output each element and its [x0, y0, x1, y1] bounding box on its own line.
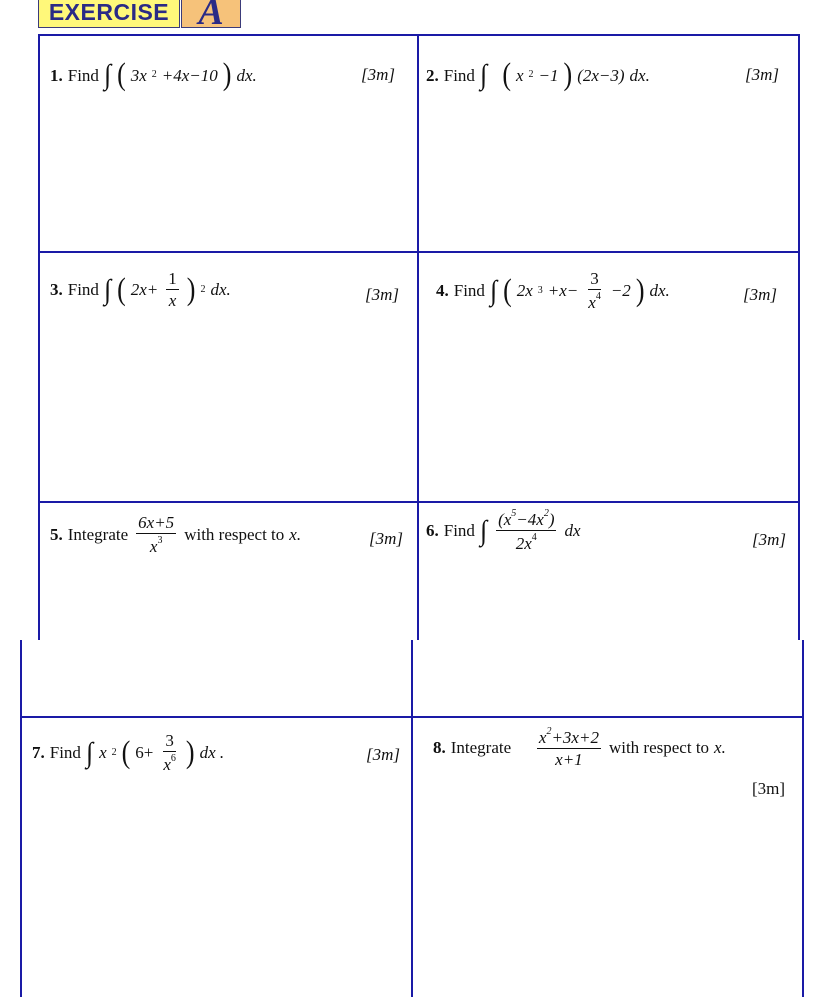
grid-divider — [411, 640, 413, 997]
expression-term: +x− — [547, 281, 579, 300]
integral-sign: ∫ — [103, 273, 112, 305]
question-number: 8. — [433, 738, 446, 757]
integral-sign: ∫ — [479, 514, 488, 546]
question-suffix: with respect to — [608, 738, 710, 757]
question-verb: Find — [49, 743, 81, 762]
grid-divider — [417, 34, 419, 640]
marks-label: [3m] — [743, 285, 778, 304]
question-verb: Integrate — [67, 525, 129, 544]
expression-term: 3x — [130, 65, 147, 85]
question-number: 6. — [426, 521, 439, 540]
grid-divider — [38, 251, 800, 253]
fraction: $\frac{3}{x^4}$ — [588, 269, 601, 312]
question-suffix: with respect to — [184, 525, 285, 544]
question-verb: Find — [443, 65, 475, 85]
question-number: 5. — [50, 525, 63, 544]
exercise-title: EXERCISE — [38, 0, 180, 28]
integral-sign: ∫ — [103, 58, 112, 91]
differential: dx. — [649, 281, 670, 300]
fraction: $\frac{x^2+3x+2}{x+1}$ — [538, 726, 599, 769]
expression-term: x — [99, 743, 107, 762]
expression-term: 2x+ — [130, 280, 159, 299]
expression-term: 6+ — [135, 743, 154, 762]
marks-label: [3m] — [365, 285, 400, 304]
question-number: 1. — [50, 65, 63, 85]
marks-label: [3m] — [752, 530, 787, 549]
expression-term: +4x−10 — [161, 65, 218, 85]
integral-sign: ∫ — [85, 736, 94, 768]
fraction: $\frac{(x^5-4x^2)}{2x^4}$ — [498, 508, 555, 553]
question-verb: Integrate — [450, 738, 512, 757]
integral-sign: ∫ — [489, 274, 498, 306]
question-number: 4. — [436, 281, 449, 300]
differential: dx — [564, 521, 581, 540]
marks-label: [3m] — [752, 779, 786, 798]
expression-term: −1 — [538, 65, 559, 85]
integral-sign: ∫ — [479, 58, 488, 91]
expression-term: (2x−3) — [577, 65, 625, 85]
question-number: 2. — [426, 65, 439, 85]
marks-label: [3m] — [745, 65, 780, 84]
fraction: $\frac{6x+5}{x^3}$ — [138, 513, 175, 556]
differential: dx . — [199, 743, 225, 762]
fraction: $\frac{3}{x^6}$ — [163, 731, 176, 774]
marks-label: [3m] — [366, 745, 401, 764]
marks-label: [3m] — [369, 529, 404, 548]
question-verb: Find — [443, 521, 475, 540]
question-number: 3. — [50, 280, 63, 299]
differential: dx. — [210, 280, 231, 299]
variable: x. — [289, 525, 302, 544]
expression-term: 2x — [516, 281, 533, 300]
question-verb: Find — [67, 65, 99, 85]
question-verb: Find — [453, 281, 485, 300]
fraction: $\frac{1}{x}$ — [168, 269, 177, 310]
question-number: 7. — [32, 743, 45, 762]
expression-term: −2 — [610, 281, 631, 300]
marks-label: [3m] — [361, 65, 396, 84]
grid-divider — [38, 501, 800, 503]
expression-term: x — [515, 65, 524, 85]
question-verb: Find — [67, 280, 99, 299]
grid-divider — [20, 716, 804, 718]
variable: x. — [714, 738, 726, 757]
differential: dx. — [236, 65, 257, 85]
exercise-letter: A — [181, 0, 241, 28]
differential: dx. — [629, 65, 650, 85]
